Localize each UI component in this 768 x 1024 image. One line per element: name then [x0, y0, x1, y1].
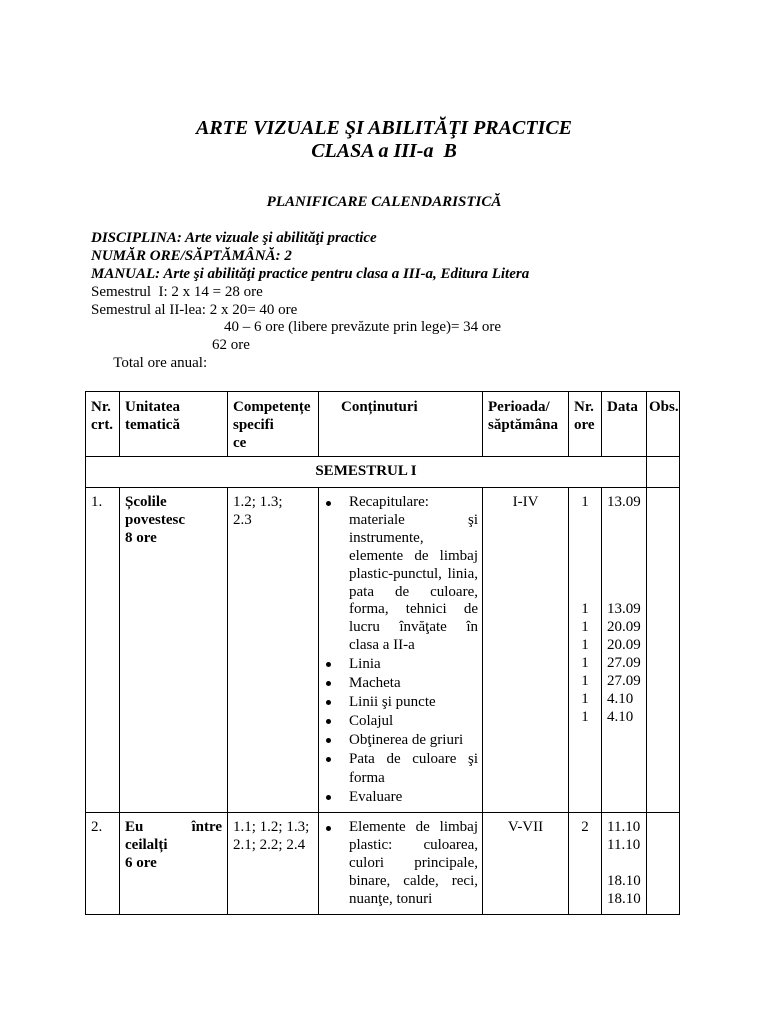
header-obs: Obs. [647, 392, 680, 457]
bullet-icon [326, 719, 331, 724]
date-value: 18.10 [607, 872, 641, 889]
planning-table [85, 391, 680, 915]
semester-row [86, 457, 680, 488]
header-saptamana-line: săptămâna [488, 417, 559, 433]
table-row [86, 488, 680, 813]
header-data: Data [602, 392, 647, 457]
date-value: 11.10 [607, 836, 641, 853]
date-value: 11.10 [607, 819, 641, 835]
content-item [323, 819, 478, 909]
bullet-icon [326, 757, 331, 762]
hours-value: 1 [581, 655, 589, 672]
semester-1-hours: Semestrul I: 2 x 14 = 28 ore [91, 283, 263, 300]
document-subtitle: PLANIFICARE CALENDARISTICĂ [266, 194, 502, 210]
header-competente-line: Competențe [233, 399, 311, 415]
content-item-text: Colajul [349, 712, 394, 729]
row-number: 1. [86, 488, 120, 813]
content-item [323, 788, 478, 807]
bullet-icon [326, 501, 331, 506]
competences [228, 813, 319, 915]
date-value: 27.09 [607, 655, 641, 672]
table-row [86, 813, 680, 915]
dates [602, 488, 647, 813]
date-value: 13.09 [607, 601, 641, 618]
annual-total-value: 62 ore [212, 337, 250, 354]
hours-value: 1 [581, 601, 589, 618]
header-unitate-line: Unitatea [125, 399, 180, 415]
content-item [323, 750, 478, 788]
blank-lines [607, 855, 641, 873]
date-value: 20.09 [607, 637, 641, 654]
content-item-text: Pata de culoare şi forma [349, 750, 478, 786]
contents-list [323, 819, 478, 909]
table-header-row [86, 392, 680, 457]
unit-title: Școlile povestesc [125, 494, 185, 528]
hours-value: 1 [581, 637, 589, 654]
content-item [323, 494, 478, 655]
hours [569, 813, 602, 915]
contents-list [323, 494, 478, 806]
contents [319, 488, 483, 813]
document-title: ARTE VIZUALE ŞI ABILITĂŢI PRACTICE [195, 117, 572, 139]
header-nr-ore [569, 392, 602, 457]
content-item [323, 731, 478, 750]
hours [569, 488, 602, 813]
unit-hours: 6 ore [125, 854, 157, 871]
header-nr-line: Nr. [91, 399, 111, 415]
bullet-icon [326, 700, 331, 705]
content-item [323, 712, 478, 731]
header-nr-crt [86, 392, 120, 457]
bullet-icon [326, 738, 331, 743]
row-number: 2. [86, 813, 120, 915]
header-competente-line: ce [233, 435, 247, 451]
period: V-VII [483, 813, 569, 915]
bullet-icon [326, 681, 331, 686]
header-crt-line: crt. [91, 417, 114, 433]
hours-per-week-line: NUMĂR ORE/SĂPTĂMÂNĂ: 2 [91, 247, 292, 264]
hours-value: 1 [581, 619, 589, 636]
manual-line: MANUAL: Arte şi abilităţi practice pentru clasa a III-a, Editura Litera [91, 265, 530, 282]
competence-line: 1.2; 1.3; [233, 494, 283, 510]
content-item-text: Macheta [349, 675, 401, 692]
semester-label: SEMESTRUL I [86, 457, 647, 488]
competences [228, 488, 319, 813]
content-item [323, 655, 478, 674]
thematic-unit [120, 488, 228, 813]
content-item-text: Elemente de limbaj plastic: culoarea, culori principale, binare, calde, reci, nuanţe, tonuri [349, 819, 478, 907]
competence-line: 2.3 [233, 511, 252, 528]
date-value: 4.10 [607, 708, 634, 725]
semester-2-detail: 40 – 6 ore (libere prevăzute prin lege)= 34 ore [224, 319, 502, 336]
thematic-unit [120, 813, 228, 915]
dates [602, 813, 647, 915]
date-value: 18.10 [607, 890, 641, 907]
content-item-text: Obţinerea de griuri [349, 731, 464, 748]
header-unitate-tematica [120, 392, 228, 457]
date-value: 4.10 [607, 690, 634, 707]
obs-cell [647, 488, 680, 813]
content-item [323, 674, 478, 693]
date-value: 27.09 [607, 672, 641, 689]
hours-value: 1 [581, 708, 589, 725]
header-continuturi: Conținuturi [319, 392, 483, 457]
obs-cell [647, 457, 680, 488]
blank-lines [574, 512, 596, 602]
bullet-icon [326, 795, 331, 800]
header-perioada [483, 392, 569, 457]
header-competente [228, 392, 319, 457]
content-item-text: Recapitulare: materiale şi instrumente, elemente de limbaj plastic-punctul, linia, pata de culoare, forma, tehnici de lucru învăţate în clasa a II-a [349, 494, 478, 654]
hours-value: 1 [581, 494, 589, 510]
header-perioada-line: Perioada/ [488, 399, 550, 415]
hours-value: 1 [581, 690, 589, 707]
content-item-text: Linia [349, 656, 381, 673]
content-item-text: Evaluare [349, 788, 403, 805]
hours-value: 2 [581, 819, 589, 835]
date-value: 13.09 [607, 494, 641, 510]
header-ore-line: ore [574, 417, 595, 433]
bullet-icon [326, 826, 331, 831]
date-value: 20.09 [607, 619, 641, 636]
competence-line: 1.1; 1.2; 1.3; [233, 819, 310, 835]
bullet-icon [326, 662, 331, 667]
blank-lines [607, 512, 641, 602]
annual-total-line [91, 337, 711, 372]
content-item [323, 693, 478, 712]
header-nr-ore-line: Nr. [574, 399, 594, 415]
obs-cell [647, 813, 680, 915]
semester-2-hours: Semestrul al II-lea: 2 x 20= 40 ore [91, 301, 298, 318]
contents [319, 813, 483, 915]
period: I-IV [483, 488, 569, 813]
hours-value: 1 [581, 672, 589, 689]
header-competente-line: specifi [233, 417, 274, 433]
header-tematica-line: tematică [125, 417, 180, 433]
discipline-line: DISCIPLINA: Arte vizuale şi abilităţi practice [91, 230, 377, 246]
unit-title: Eu între ceilalți [125, 819, 222, 853]
content-item-text: Linii şi puncte [349, 693, 436, 710]
competence-line: 2.1; 2.2; 2.4 [233, 836, 306, 853]
annual-total-label: Total ore anual: [113, 355, 208, 372]
course-info [91, 230, 711, 372]
class-line: CLASA a III-a B [311, 140, 457, 162]
unit-hours: 8 ore [125, 529, 157, 546]
